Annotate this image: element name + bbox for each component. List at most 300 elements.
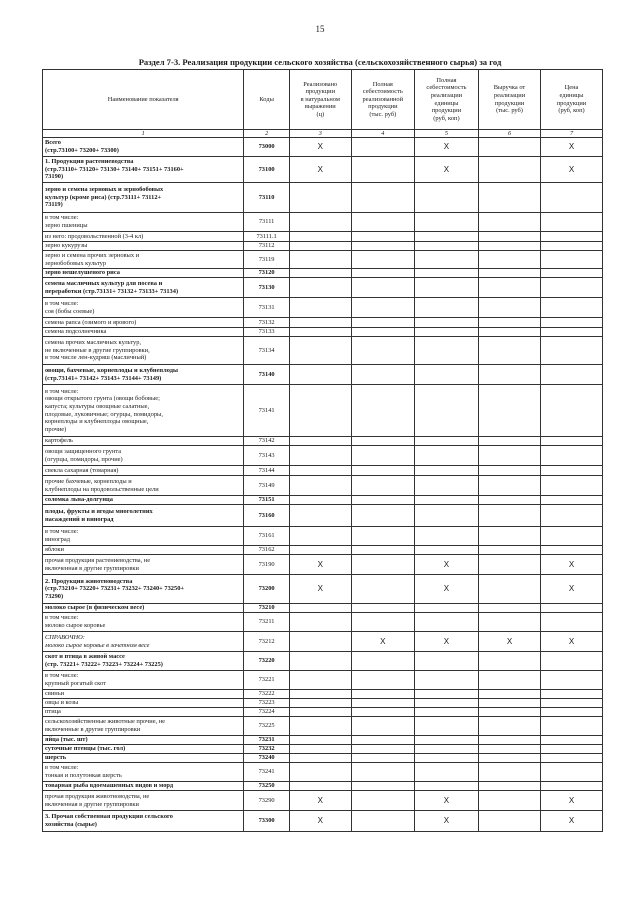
value-cell[interactable] <box>541 385 603 437</box>
indicator-name <box>43 496 244 505</box>
indicator-name-line: в том числе: <box>45 299 79 307</box>
value-cell[interactable] <box>351 269 414 278</box>
header-label-line: себестоимость <box>362 88 403 96</box>
value-cell[interactable] <box>479 708 541 717</box>
value-cell[interactable] <box>541 652 603 671</box>
indicator-name <box>43 546 244 555</box>
indicator-name-line: яблоки <box>45 546 64 554</box>
value-cell[interactable] <box>289 604 351 613</box>
value-cell[interactable] <box>351 232 414 242</box>
row-code: 73131 <box>244 298 289 318</box>
value-cell[interactable] <box>479 555 541 575</box>
value-cell[interactable] <box>479 496 541 505</box>
value-cell[interactable] <box>289 337 351 365</box>
value-cell[interactable] <box>541 546 603 555</box>
row-code: 73151 <box>244 496 289 505</box>
value-cell[interactable]: X <box>541 138 603 157</box>
value-cell[interactable] <box>289 690 351 699</box>
indicator-name-line: в том числе: <box>45 672 79 680</box>
header-cell <box>351 70 414 130</box>
indicator-name <box>43 763 244 782</box>
value-cell[interactable] <box>541 446 603 466</box>
value-cell[interactable] <box>289 496 351 505</box>
value-cell[interactable] <box>414 269 478 278</box>
value-cell[interactable]: X <box>289 575 351 604</box>
indicator-name-line: (стр. 73221+ 73222+ 73223+ 73224+ 73225) <box>45 661 163 668</box>
value-cell[interactable] <box>414 708 478 717</box>
value-cell[interactable] <box>289 365 351 385</box>
value-cell[interactable] <box>351 183 414 213</box>
value-cell[interactable]: X <box>414 138 478 157</box>
row-code: 73111 <box>244 213 289 232</box>
value-cell[interactable] <box>541 763 603 782</box>
indicator-name-line: включенная в другие группировки <box>45 564 139 572</box>
value-cell[interactable] <box>351 811 414 832</box>
value-cell[interactable]: X <box>414 157 478 183</box>
table-row <box>43 652 603 671</box>
value-cell[interactable] <box>414 476 478 496</box>
value-cell[interactable] <box>351 717 414 736</box>
header-label-line: (ц) <box>316 110 325 118</box>
value-cell[interactable] <box>351 708 414 717</box>
value-cell[interactable] <box>541 708 603 717</box>
indicator-name-line: в том числе: <box>45 614 79 622</box>
row-code: 73224 <box>244 708 289 717</box>
value-cell[interactable] <box>541 437 603 446</box>
value-cell[interactable] <box>289 546 351 555</box>
value-cell[interactable] <box>479 717 541 736</box>
row-code: 73241 <box>244 763 289 782</box>
value-cell[interactable] <box>479 385 541 437</box>
indicator-name-line: семена подсолнечника <box>45 328 107 336</box>
header-label-line: (руб, коп) <box>433 114 460 122</box>
value-cell[interactable] <box>289 278 351 298</box>
value-cell[interactable] <box>289 754 351 763</box>
value-cell[interactable] <box>289 251 351 269</box>
value-cell[interactable] <box>351 575 414 604</box>
header-label-line: продукции <box>368 103 398 111</box>
value-cell[interactable] <box>541 476 603 496</box>
value-cell[interactable] <box>479 157 541 183</box>
value-cell[interactable] <box>414 604 478 613</box>
value-cell[interactable] <box>541 183 603 213</box>
value-cell[interactable] <box>414 613 478 632</box>
value-cell[interactable] <box>479 745 541 754</box>
value-cell[interactable] <box>289 269 351 278</box>
value-cell[interactable] <box>479 791 541 811</box>
value-cell[interactable] <box>351 318 414 328</box>
header-label-line: единицы <box>559 91 584 99</box>
value-cell[interactable] <box>351 242 414 251</box>
value-cell[interactable] <box>351 476 414 496</box>
indicator-name-line: зерно и семена зерновых и зернобобовых <box>45 186 164 194</box>
row-code: 73222 <box>244 690 289 699</box>
indicator-name-line: скот и птица в живой массе <box>45 653 125 661</box>
value-cell[interactable] <box>479 690 541 699</box>
value-cell[interactable] <box>351 791 414 811</box>
column-number-row <box>43 130 603 138</box>
value-cell[interactable] <box>541 242 603 251</box>
value-cell[interactable] <box>351 782 414 791</box>
value-cell[interactable] <box>541 269 603 278</box>
value-cell[interactable] <box>479 318 541 328</box>
value-cell[interactable] <box>289 476 351 496</box>
table-row <box>43 791 603 811</box>
indicator-name-line: овощи открытого грунта (овощи бобовые; <box>45 395 160 403</box>
indicator-name-line: зернобобовых культур <box>45 259 107 267</box>
value-cell[interactable]: X <box>289 811 351 832</box>
value-cell[interactable]: X <box>541 632 603 652</box>
value-cell[interactable] <box>414 446 478 466</box>
row-code: 73220 <box>244 652 289 671</box>
header-cell <box>289 70 351 130</box>
value-cell[interactable] <box>289 298 351 318</box>
value-cell[interactable] <box>351 365 414 385</box>
value-cell[interactable] <box>351 736 414 745</box>
value-cell[interactable] <box>289 763 351 782</box>
value-cell[interactable] <box>479 754 541 763</box>
value-cell[interactable] <box>479 613 541 632</box>
indicator-name <box>43 708 244 717</box>
header-cell <box>541 70 603 130</box>
table-row <box>43 505 603 527</box>
value-cell[interactable] <box>541 690 603 699</box>
value-cell[interactable] <box>479 298 541 318</box>
value-cell[interactable] <box>541 232 603 242</box>
value-cell[interactable] <box>351 604 414 613</box>
table-row <box>43 269 603 278</box>
value-cell[interactable] <box>351 546 414 555</box>
value-cell[interactable] <box>289 328 351 337</box>
value-cell[interactable] <box>351 496 414 505</box>
value-cell[interactable] <box>414 736 478 745</box>
row-code: 73132 <box>244 318 289 328</box>
value-cell[interactable] <box>414 745 478 754</box>
value-cell[interactable] <box>541 365 603 385</box>
row-code: 73210 <box>244 604 289 613</box>
value-cell[interactable] <box>479 278 541 298</box>
value-cell[interactable] <box>479 782 541 791</box>
row-code: 73225 <box>244 717 289 736</box>
value-cell[interactable]: X <box>289 138 351 157</box>
value-cell[interactable] <box>541 745 603 754</box>
indicator-name-line: плодовые, луковичные; огурцы, помидоры, <box>45 410 163 418</box>
value-cell[interactable] <box>541 736 603 745</box>
value-cell[interactable] <box>351 437 414 446</box>
value-cell[interactable] <box>479 251 541 269</box>
value-cell[interactable] <box>351 555 414 575</box>
value-cell[interactable] <box>479 604 541 613</box>
value-cell[interactable] <box>351 745 414 754</box>
indicator-name-line: в том числе: <box>45 214 79 222</box>
value-cell[interactable] <box>541 671 603 690</box>
value-cell[interactable]: X <box>414 811 478 832</box>
value-cell[interactable] <box>289 708 351 717</box>
value-cell[interactable] <box>479 811 541 832</box>
indicator-name-line: соя (бобы соевые) <box>45 307 95 315</box>
value-cell[interactable] <box>541 496 603 505</box>
value-cell[interactable] <box>541 298 603 318</box>
indicator-name-line: включенные в другие группировки <box>45 726 141 733</box>
value-cell[interactable] <box>351 251 414 269</box>
value-cell[interactable] <box>351 613 414 632</box>
value-cell[interactable] <box>414 782 478 791</box>
value-cell[interactable]: X <box>541 157 603 183</box>
value-cell[interactable] <box>479 575 541 604</box>
value-cell[interactable]: X <box>541 575 603 604</box>
value-cell[interactable] <box>289 242 351 251</box>
value-cell[interactable] <box>289 671 351 690</box>
indicator-name-line: 73119) <box>45 201 63 209</box>
value-cell[interactable]: X <box>479 632 541 652</box>
value-cell[interactable]: X <box>414 632 478 652</box>
indicator-name <box>43 736 244 745</box>
value-cell[interactable] <box>289 505 351 527</box>
value-cell[interactable] <box>541 754 603 763</box>
row-code: 73144 <box>244 466 289 476</box>
table-row <box>43 699 603 708</box>
header-label-line: Выручка от <box>493 84 526 92</box>
table-row <box>43 446 603 466</box>
row-code: 73130 <box>244 278 289 298</box>
value-cell[interactable] <box>351 328 414 337</box>
value-cell[interactable] <box>414 213 478 232</box>
value-cell[interactable] <box>479 527 541 546</box>
value-cell[interactable] <box>351 690 414 699</box>
table-row <box>43 232 603 242</box>
indicator-name-line: СПРАВОЧНО: <box>45 633 85 641</box>
value-cell[interactable]: X <box>414 555 478 575</box>
indicator-name-line: зерно кукурузы <box>45 242 88 250</box>
value-cell[interactable] <box>479 671 541 690</box>
value-cell[interactable] <box>289 232 351 242</box>
value-cell[interactable] <box>289 466 351 476</box>
row-code: 73140 <box>244 365 289 385</box>
value-cell[interactable]: X <box>351 632 414 652</box>
indicator-name-line: семена прочих масличных культур, <box>45 339 142 347</box>
value-cell[interactable] <box>351 466 414 476</box>
value-cell[interactable] <box>351 213 414 232</box>
row-code: 73161 <box>244 527 289 546</box>
value-cell[interactable] <box>289 745 351 754</box>
value-cell[interactable] <box>541 613 603 632</box>
value-cell[interactable] <box>479 476 541 496</box>
row-code: 73141 <box>244 385 289 437</box>
value-cell[interactable] <box>414 690 478 699</box>
indicator-name-line: (стр.73141+ 73142+ 73143+ 73144+ 73149) <box>45 374 162 382</box>
value-cell[interactable] <box>289 183 351 213</box>
value-cell[interactable] <box>541 318 603 328</box>
value-cell[interactable]: X <box>289 157 351 183</box>
value-cell[interactable] <box>414 328 478 337</box>
value-cell[interactable] <box>479 183 541 213</box>
value-cell[interactable] <box>289 736 351 745</box>
value-cell[interactable] <box>479 437 541 446</box>
value-cell[interactable] <box>351 671 414 690</box>
row-code: 73160 <box>244 505 289 527</box>
value-cell[interactable] <box>289 437 351 446</box>
indicator-name-line: клубнеплоды на продовольственные цели <box>45 485 159 493</box>
value-cell[interactable] <box>479 652 541 671</box>
value-cell[interactable] <box>479 763 541 782</box>
value-cell[interactable] <box>479 505 541 527</box>
value-cell[interactable] <box>351 446 414 466</box>
value-cell[interactable] <box>541 213 603 232</box>
value-cell[interactable] <box>414 183 478 213</box>
value-cell[interactable] <box>351 157 414 183</box>
column-number: 1 <box>43 130 244 138</box>
value-cell[interactable] <box>414 466 478 476</box>
value-cell[interactable] <box>479 328 541 337</box>
value-cell[interactable] <box>479 337 541 365</box>
header-label-line: (тыс. руб) <box>369 110 397 118</box>
value-cell[interactable] <box>479 446 541 466</box>
value-cell[interactable] <box>479 546 541 555</box>
value-cell[interactable] <box>479 242 541 251</box>
indicator-name-line: сельскохозяйственные животные прочие, не <box>45 718 165 726</box>
header-label-line: в натуральном <box>300 95 340 103</box>
indicator-name <box>43 365 244 385</box>
table-row <box>43 527 603 546</box>
value-cell[interactable] <box>541 699 603 708</box>
table-row <box>43 278 603 298</box>
header-label-line: реализации <box>430 91 463 99</box>
value-cell[interactable] <box>541 782 603 791</box>
table-row <box>43 337 603 365</box>
value-cell[interactable] <box>541 604 603 613</box>
value-cell[interactable] <box>479 269 541 278</box>
value-cell[interactable] <box>351 699 414 708</box>
value-cell[interactable] <box>351 138 414 157</box>
value-cell[interactable]: X <box>414 791 478 811</box>
column-number: 6 <box>479 130 541 138</box>
value-cell[interactable] <box>414 763 478 782</box>
row-code: 73232 <box>244 745 289 754</box>
value-cell[interactable] <box>414 318 478 328</box>
indicator-name-line: виноград <box>45 536 70 543</box>
value-cell[interactable] <box>414 365 478 385</box>
value-cell[interactable] <box>289 782 351 791</box>
value-cell[interactable] <box>414 527 478 546</box>
value-cell[interactable]: X <box>414 575 478 604</box>
value-cell[interactable] <box>541 278 603 298</box>
indicator-name <box>43 690 244 699</box>
indicator-name-line: (стр.73210+ 73220+ 73231+ 73232+ 73240+ 73250+ <box>45 585 185 593</box>
value-cell[interactable] <box>351 337 414 365</box>
value-cell[interactable] <box>414 699 478 708</box>
header-label-line: реализованной <box>362 95 404 103</box>
table-row <box>43 745 603 754</box>
value-cell[interactable] <box>479 213 541 232</box>
indicator-name-line: прочая продукция растениеводства, не <box>45 556 151 564</box>
value-cell[interactable] <box>541 505 603 527</box>
value-cell[interactable] <box>289 318 351 328</box>
header-row <box>43 70 603 130</box>
value-cell[interactable] <box>414 754 478 763</box>
value-cell[interactable] <box>414 546 478 555</box>
value-cell[interactable] <box>289 385 351 437</box>
row-code: 73212 <box>244 632 289 652</box>
value-cell[interactable] <box>351 763 414 782</box>
value-cell[interactable] <box>289 632 351 652</box>
value-cell[interactable] <box>289 527 351 546</box>
value-cell[interactable] <box>351 754 414 763</box>
value-cell[interactable] <box>479 365 541 385</box>
indicator-name <box>43 527 244 546</box>
value-cell[interactable]: X <box>289 555 351 575</box>
indicator-name-line: птица <box>45 708 61 716</box>
value-cell[interactable] <box>414 251 478 269</box>
value-cell[interactable] <box>541 251 603 269</box>
value-cell[interactable] <box>289 699 351 708</box>
value-cell[interactable] <box>351 527 414 546</box>
indicator-name-line: Всего <box>45 139 61 147</box>
header-label-line: (тыс. руб) <box>496 107 523 115</box>
value-cell[interactable]: X <box>541 555 603 575</box>
header-cell <box>479 70 541 130</box>
value-cell[interactable] <box>414 496 478 505</box>
value-cell[interactable] <box>479 736 541 745</box>
indicator-name-line: овощи, бахчевые, корнеплоды и клубнеплоды <box>45 366 178 374</box>
value-cell[interactable] <box>414 337 478 365</box>
value-cell[interactable] <box>541 717 603 736</box>
value-cell[interactable] <box>479 138 541 157</box>
indicator-name-line: овощи защищенного грунта <box>45 447 122 455</box>
header-label-line: Наименование показателя <box>107 95 179 103</box>
value-cell[interactable]: X <box>289 791 351 811</box>
value-cell[interactable] <box>541 337 603 365</box>
value-cell[interactable] <box>289 652 351 671</box>
value-cell[interactable] <box>414 717 478 736</box>
value-cell[interactable] <box>479 232 541 242</box>
table-row <box>43 437 603 446</box>
value-cell[interactable] <box>541 466 603 476</box>
value-cell[interactable] <box>351 505 414 527</box>
value-cell[interactable] <box>479 466 541 476</box>
value-cell[interactable] <box>541 328 603 337</box>
value-cell[interactable] <box>414 437 478 446</box>
value-cell[interactable] <box>414 505 478 527</box>
value-cell[interactable] <box>289 446 351 466</box>
indicator-name <box>43 632 244 652</box>
indicator-name-line: 1. Продукция растениеводства <box>45 158 134 166</box>
value-cell[interactable] <box>414 385 478 437</box>
value-cell[interactable] <box>414 278 478 298</box>
value-cell[interactable] <box>289 717 351 736</box>
value-cell[interactable] <box>289 213 351 232</box>
section-title: Раздел 7-3. Реализация продукции сельского хозяйства (сельскохозяйственного сырья) за год <box>138 57 502 67</box>
value-cell[interactable] <box>351 652 414 671</box>
value-cell[interactable] <box>414 652 478 671</box>
value-cell[interactable] <box>289 613 351 632</box>
indicator-name-line: зерно пшеницы <box>45 222 88 229</box>
value-cell[interactable] <box>414 298 478 318</box>
indicator-name-line: 73290) <box>45 592 64 600</box>
value-cell[interactable] <box>351 278 414 298</box>
value-cell[interactable] <box>414 242 478 251</box>
table-row <box>43 763 603 782</box>
table-row <box>43 671 603 690</box>
value-cell[interactable] <box>351 385 414 437</box>
value-cell[interactable] <box>414 671 478 690</box>
value-cell[interactable] <box>479 699 541 708</box>
value-cell[interactable]: X <box>541 811 603 832</box>
value-cell[interactable] <box>541 527 603 546</box>
value-cell[interactable]: X <box>541 791 603 811</box>
value-cell[interactable] <box>351 298 414 318</box>
row-code: 73142 <box>244 437 289 446</box>
value-cell[interactable] <box>414 232 478 242</box>
